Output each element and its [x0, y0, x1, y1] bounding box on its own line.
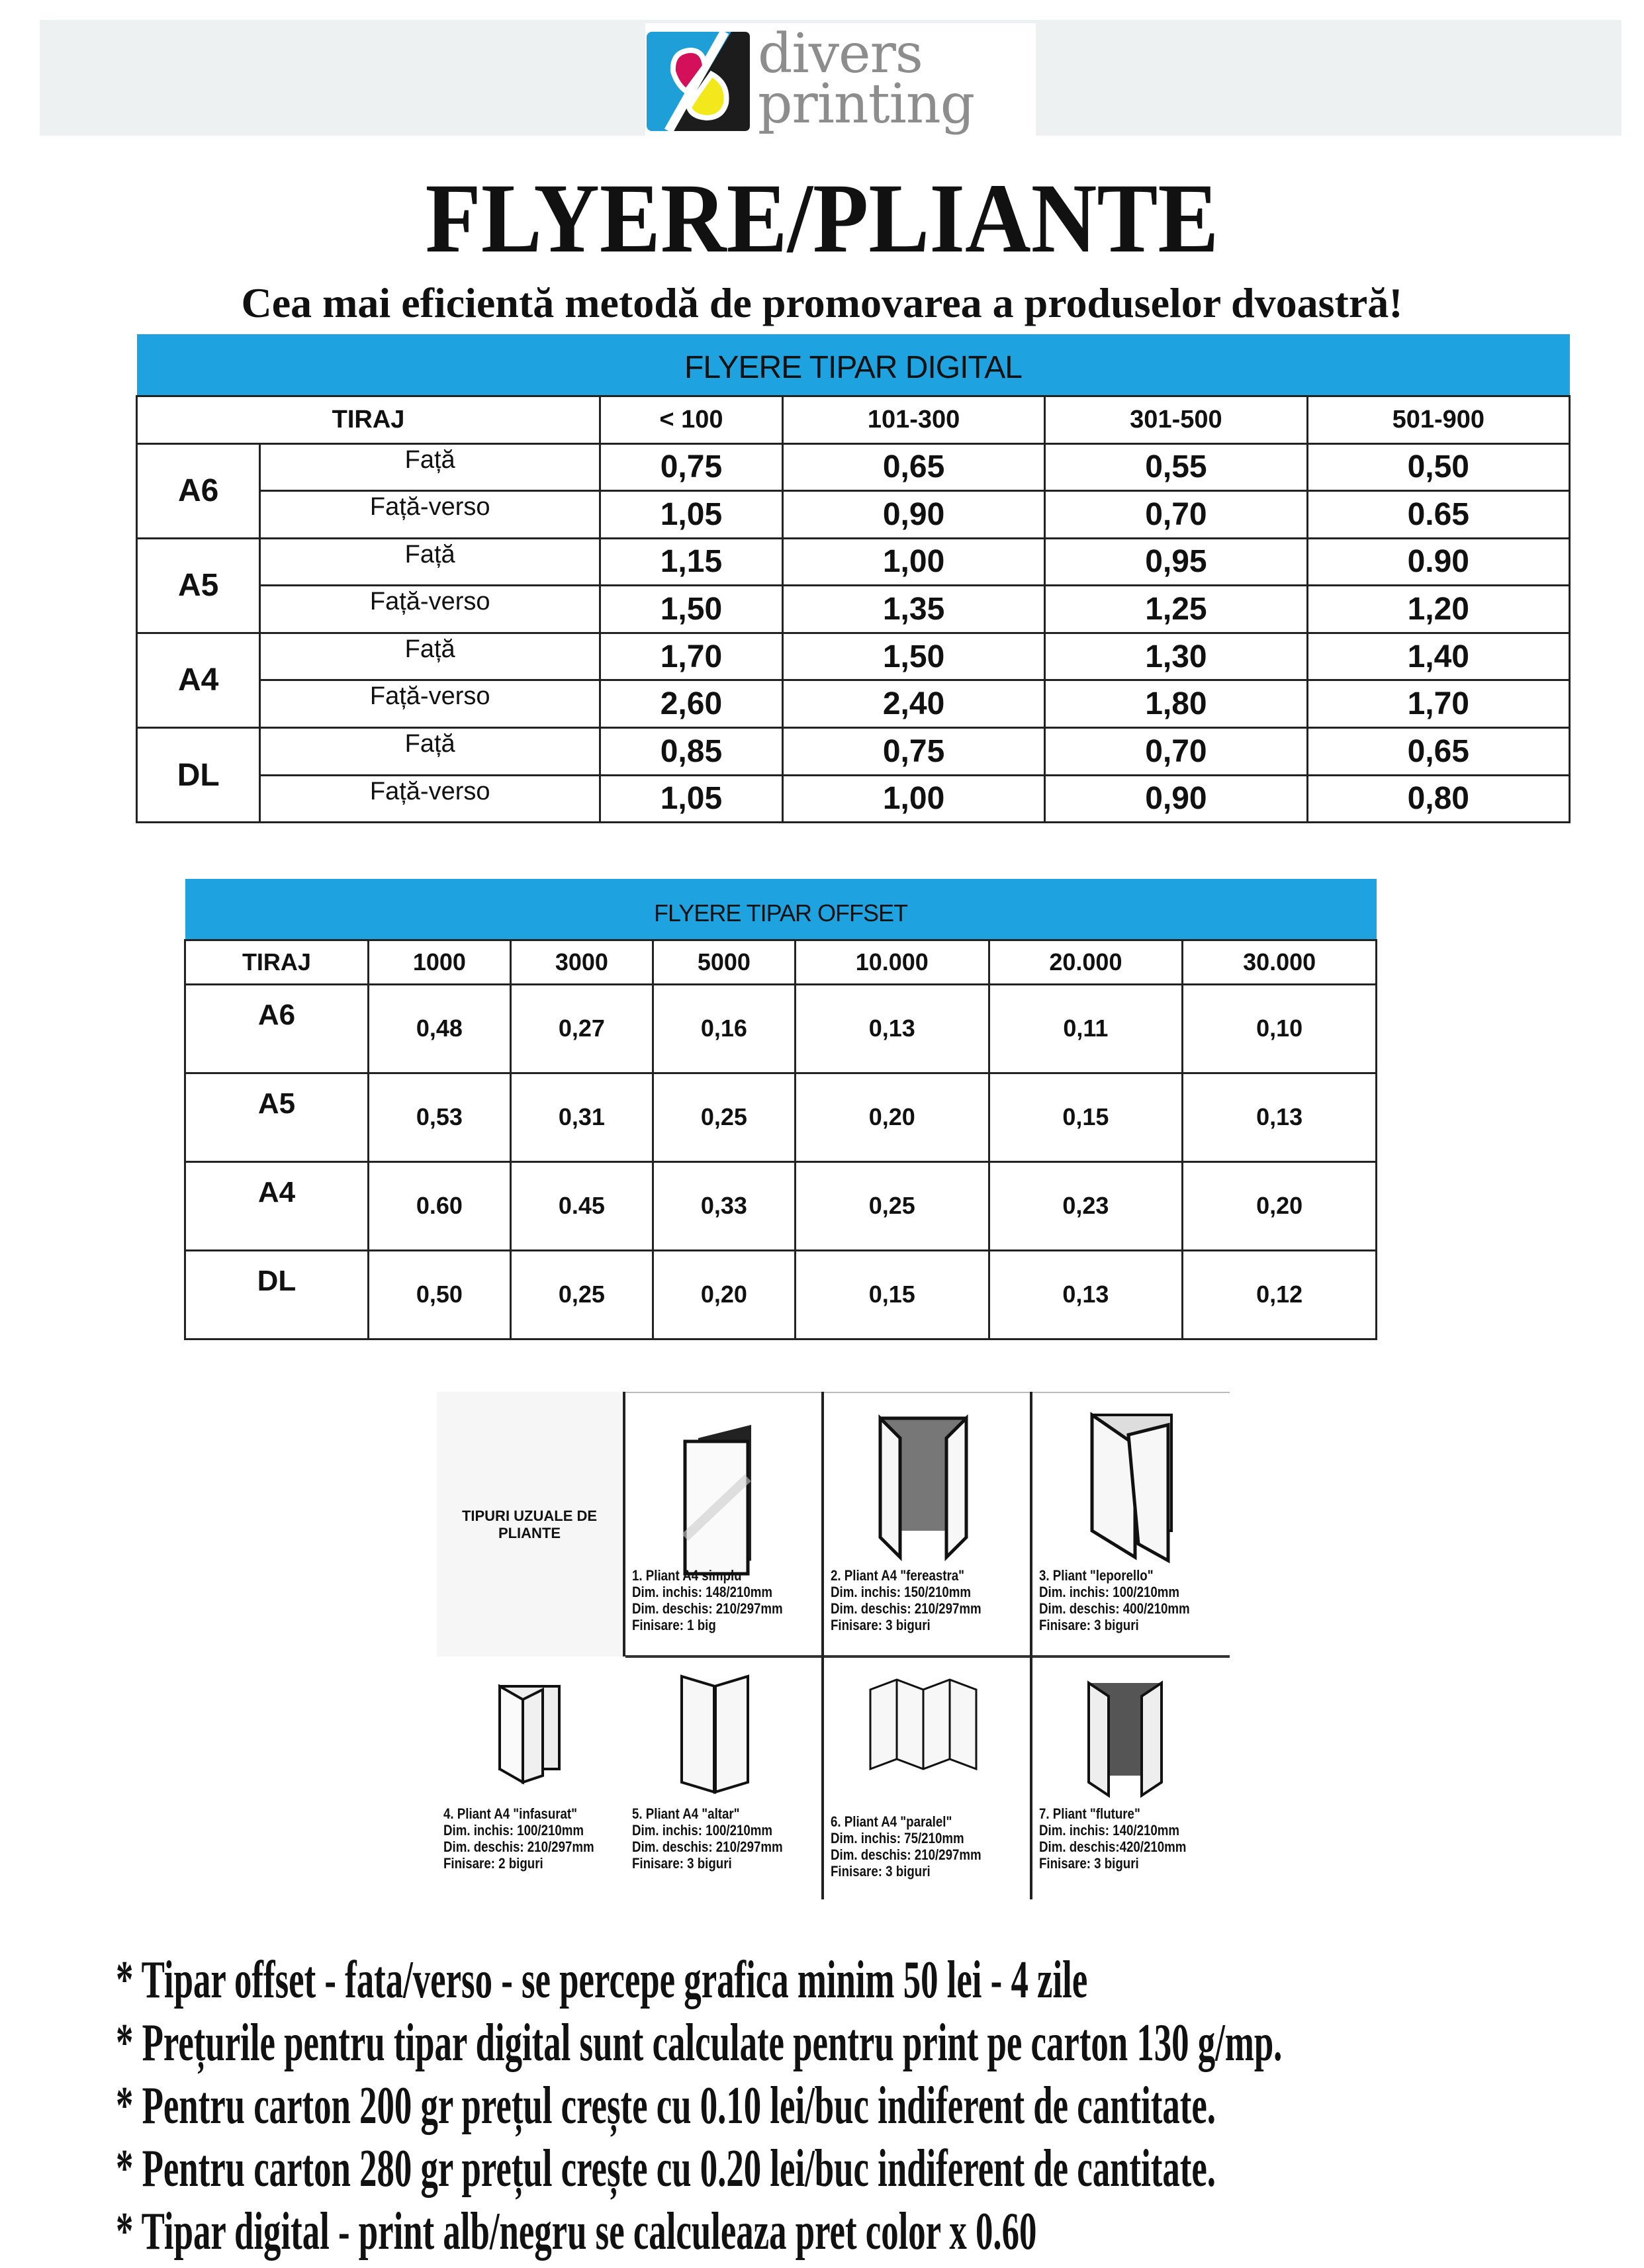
pliant-open: Dim. deschis: 210/297mm [632, 1838, 783, 1855]
price-cell: 1,20 [1307, 586, 1569, 633]
logo-text-line2: printing [758, 73, 975, 136]
price-cell: 0,75 [600, 443, 783, 491]
price-cell: 0,33 [653, 1161, 795, 1250]
pliant-closed: Dim. inchis: 100/210mm [443, 1822, 584, 1838]
price-cell: 0,50 [1307, 443, 1569, 491]
pliant-caption [1039, 1567, 1190, 1633]
price-cell: 1,05 [600, 491, 783, 539]
size-label: A4 [137, 633, 260, 727]
print-type: Față [260, 633, 600, 680]
price-cell: 0,31 [510, 1073, 653, 1161]
pliant-finish: Finisare: 3 biguri [1039, 1617, 1139, 1633]
pliant-illustration-icon [672, 1418, 764, 1584]
price-cell: 1,00 [782, 775, 1044, 823]
price-cell: 1,70 [1307, 680, 1569, 728]
print-type: Față-verso [260, 491, 600, 539]
price-cell: 0,13 [989, 1250, 1183, 1339]
pliant-illustration-icon [665, 1666, 764, 1799]
column-header: 301-500 [1045, 396, 1307, 443]
column-header: 101-300 [782, 396, 1044, 443]
pliant-finish: Finisare: 2 biguri [443, 1855, 543, 1872]
price-cell: 1,40 [1307, 633, 1569, 680]
price-cell: 0,12 [1183, 1250, 1377, 1339]
pliant-finish: Finisare: 3 biguri [831, 1863, 931, 1880]
pliante-types-grid [437, 1392, 1230, 1899]
price-cell: 0,50 [368, 1250, 510, 1339]
pliant-open: Dim. deschis: 210/297mm [632, 1600, 783, 1617]
price-cell: 0,70 [1045, 491, 1307, 539]
price-cell: 0,65 [1307, 728, 1569, 776]
price-cell: 2,60 [600, 680, 783, 728]
pliant-finish: Finisare: 3 biguri [1039, 1855, 1139, 1872]
pliant-name: 1. Pliant A4 simplu [632, 1567, 742, 1584]
column-header: 5000 [653, 940, 795, 984]
table-row [137, 491, 1570, 539]
price-cell: 0,25 [653, 1073, 795, 1161]
print-type: Față-verso [260, 680, 600, 728]
pliant-caption [632, 1567, 783, 1633]
price-cell: 0,13 [1183, 1073, 1377, 1161]
note-item: * Pentru carton 200 gr prețul crește cu 0.10 lei/buc indiferent de cantitate. [116, 2077, 1216, 2135]
price-cell: 0,90 [782, 491, 1044, 539]
size-label: A6 [185, 984, 369, 1073]
column-header: 10.000 [795, 940, 989, 984]
size-label: DL [185, 1250, 369, 1339]
pliante-intro: TIPURI UZUALE DE PLIANTE [461, 1508, 598, 1541]
size-label: A5 [137, 538, 260, 633]
column-header: 30.000 [1183, 940, 1377, 984]
size-label: A6 [137, 443, 260, 538]
table-row [137, 538, 1570, 586]
price-cell: 0,53 [368, 1073, 510, 1161]
print-type: Față-verso [260, 775, 600, 823]
table-row [137, 633, 1570, 680]
price-cell: 0.90 [1307, 538, 1569, 586]
pliant-illustration-icon [860, 1405, 986, 1564]
pliant-closed: Dim. inchis: 100/210mm [1039, 1584, 1180, 1600]
price-cell: 1,50 [600, 586, 783, 633]
table-row [137, 680, 1570, 728]
table-row [185, 1073, 1377, 1161]
table-row [185, 984, 1377, 1073]
pliant-caption [632, 1805, 783, 1872]
price-cell: 0.45 [510, 1161, 653, 1250]
column-header: 20.000 [989, 940, 1183, 984]
table-row [137, 443, 1570, 491]
pliant-illustration-icon [857, 1670, 989, 1782]
note-item: * Pentru carton 280 gr prețul crește cu 0.20 lei/buc indiferent de cantitate. [116, 2140, 1216, 2198]
price-cell: 0.60 [368, 1161, 510, 1250]
pliant-open: Dim. deschis:420/210mm [1039, 1838, 1187, 1855]
price-cell: 0,15 [989, 1073, 1183, 1161]
pliant-name: 7. Pliant "fluture" [1039, 1805, 1140, 1822]
price-cell: 0,10 [1183, 984, 1377, 1073]
size-label: DL [137, 728, 260, 823]
pliant-open: Dim. deschis: 210/297mm [831, 1846, 982, 1863]
pliant-open: Dim. deschis: 210/297mm [443, 1838, 594, 1855]
pliant-closed: Dim. inchis: 140/210mm [1039, 1822, 1180, 1838]
price-cell: 0,25 [795, 1161, 989, 1250]
table-row [185, 1250, 1377, 1339]
price-cell: 0,80 [1307, 775, 1569, 823]
price-cell: 0,20 [795, 1073, 989, 1161]
pliant-illustration-icon [1069, 1670, 1181, 1802]
logo-mark-icon [645, 25, 751, 134]
pliant-finish: Finisare: 1 big [632, 1617, 716, 1633]
digital-table-title: FLYERE TIPAR DIGITAL [137, 334, 1570, 396]
price-cell: 1,35 [782, 586, 1044, 633]
tiraj-label: TIRAJ [185, 940, 369, 984]
price-cell: 0,55 [1045, 443, 1307, 491]
print-type: Față [260, 538, 600, 586]
price-cell: 0,75 [782, 728, 1044, 776]
column-header: 501-900 [1307, 396, 1569, 443]
notes-list [116, 1949, 1644, 2263]
price-cell: 0,85 [600, 728, 783, 776]
column-header: < 100 [600, 396, 783, 443]
pliant-open: Dim. deschis: 400/210mm [1039, 1600, 1190, 1617]
digital-price-table [136, 334, 1571, 823]
note-item: * Prețurile pentru tipar digital sunt calculate pentru print pe carton 130 g/mp. [116, 2014, 1283, 2072]
pliant-caption [1039, 1805, 1186, 1872]
pliant-finish: Finisare: 3 biguri [632, 1855, 732, 1872]
table-row [137, 728, 1570, 776]
price-cell: 0,20 [653, 1250, 795, 1339]
pliant-closed: Dim. inchis: 148/210mm [632, 1584, 773, 1600]
pliant-name: 3. Pliant "leporello" [1039, 1567, 1154, 1584]
price-cell: 1,05 [600, 775, 783, 823]
pliant-name: 2. Pliant A4 "fereastra" [831, 1567, 965, 1584]
pliant-closed: Dim. inchis: 150/210mm [831, 1584, 972, 1600]
price-cell: 0,27 [510, 984, 653, 1073]
price-cell: 1,15 [600, 538, 783, 586]
size-label: A4 [185, 1161, 369, 1250]
price-cell: 1,80 [1045, 680, 1307, 728]
pliant-name: 6. Pliant A4 "paralel" [831, 1813, 952, 1830]
price-cell: 1,70 [600, 633, 783, 680]
pliant-caption [831, 1567, 982, 1633]
table-row [185, 1161, 1377, 1250]
page-title: FLYERE/PLIANTE [425, 163, 1219, 273]
price-cell: 0,48 [368, 984, 510, 1073]
pliant-closed: Dim. inchis: 75/210mm [831, 1830, 964, 1846]
print-type: Față-verso [260, 586, 600, 633]
size-label: A5 [185, 1073, 369, 1161]
price-cell: 1,30 [1045, 633, 1307, 680]
note-item: * Tipar offset - fata/verso - se percepe grafica minim 50 lei - 4 zile [116, 1951, 1088, 2009]
logo [645, 23, 1036, 136]
column-header: 1000 [368, 940, 510, 984]
price-cell: 0,15 [795, 1250, 989, 1339]
price-cell: 1,00 [782, 538, 1044, 586]
logo-text-line1: divers [758, 23, 923, 85]
offset-price-table [184, 879, 1377, 1340]
price-cell: 0,20 [1183, 1161, 1377, 1250]
print-type: Față [260, 443, 600, 491]
offset-table-title: FLYERE TIPAR OFFSET [185, 879, 1377, 940]
price-cell: 2,40 [782, 680, 1044, 728]
price-cell: 0,70 [1045, 728, 1307, 776]
price-cell: 0,25 [510, 1250, 653, 1339]
price-cell: 0,11 [989, 984, 1183, 1073]
pliant-caption [831, 1813, 982, 1880]
table-row [137, 775, 1570, 823]
pliant-illustration-icon [1072, 1405, 1191, 1564]
price-cell: 0,95 [1045, 538, 1307, 586]
price-cell: 1,50 [782, 633, 1044, 680]
price-cell: 0,65 [782, 443, 1044, 491]
pliant-closed: Dim. inchis: 100/210mm [632, 1822, 773, 1838]
pliant-open: Dim. deschis: 210/297mm [831, 1600, 982, 1617]
note-item: * Tipar digital - print alb/negru se calculeaza pret color x 0.60 [116, 2202, 1037, 2261]
pliant-name: 4. Pliant A4 "infasurat" [443, 1805, 578, 1822]
price-cell: 0,23 [989, 1161, 1183, 1250]
column-header: 3000 [510, 940, 653, 984]
pliant-caption [443, 1805, 594, 1872]
price-cell: 1,25 [1045, 586, 1307, 633]
price-cell: 0,16 [653, 984, 795, 1073]
price-cell: 0,13 [795, 984, 989, 1073]
tiraj-label: TIRAJ [137, 396, 600, 443]
price-cell: 0,90 [1045, 775, 1307, 823]
pliant-illustration-icon [473, 1676, 579, 1789]
pliant-name: 5. Pliant A4 "altar" [632, 1805, 740, 1822]
price-cell: 0.65 [1307, 491, 1569, 539]
page-subtitle: Cea mai eficientă metodă de promovarea a produselor dvoastră! [241, 279, 1403, 326]
table-row [137, 586, 1570, 633]
pliant-finish: Finisare: 3 biguri [831, 1617, 931, 1633]
print-type: Față [260, 728, 600, 776]
